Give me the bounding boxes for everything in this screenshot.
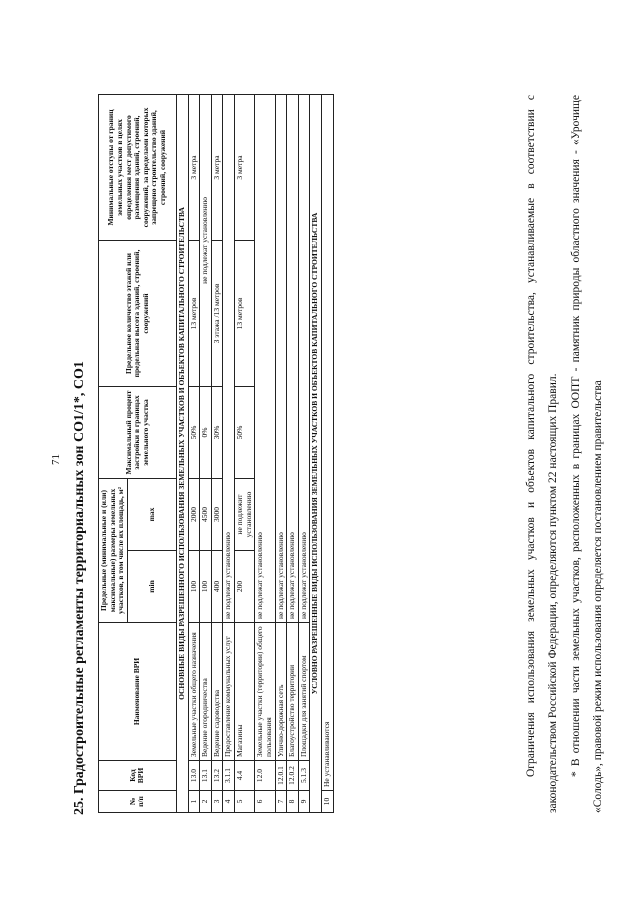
cell-name: Ведение огородничества: [200, 623, 212, 761]
section-row-main: [176, 94, 188, 812]
cell-min: 200: [235, 551, 255, 623]
header-max: max: [127, 478, 176, 550]
header-percent: Максимальный процент застройки в границах земельного участка: [99, 386, 177, 478]
header-size: Предельные (минимальные и (или) максимальные) размеры земельных участков, в том числе их площадь, м²: [99, 478, 128, 622]
table-row: [322, 94, 334, 812]
table-row: [298, 94, 310, 812]
cell-code: 12.0: [255, 761, 275, 791]
cell-min: 400: [211, 551, 223, 623]
section-title: ОСНОВНЫЕ ВИДЫ РАЗРЕШЕННОГО ИСПОЛЬЗОВАНИЯ ЗЕМЕЛЬНЫХ УЧАСТКОВ И ОБЪЕКТОВ КАПИТАЛЬНОГО СТРОИТЕЛЬСТВА: [176, 94, 188, 812]
cell-name: Улично-дорожная сеть: [275, 623, 287, 761]
cell-code: 4.4: [235, 761, 255, 791]
cell-code: 12.0.1: [275, 761, 287, 791]
header-row: [99, 94, 128, 812]
cell-percent: 30%: [211, 386, 223, 478]
cell-max: 4500: [200, 478, 212, 550]
cell-num: 1: [188, 791, 200, 813]
header-name: Наименование ВРИ: [99, 623, 177, 761]
cell-num: 3: [211, 791, 223, 813]
cell-merged: не подлежат установлению: [223, 94, 235, 622]
cell-setback: 3 метра: [235, 94, 255, 240]
cell-merged: не подлежат установлению: [287, 94, 299, 622]
cell-percent: 50%: [188, 386, 200, 478]
cell-setback: 3 метра: [211, 94, 223, 240]
page-number: 71: [50, 454, 62, 465]
cell-setback: 3 метра: [188, 94, 200, 240]
cell-max: не подлежит установлению: [235, 478, 255, 550]
cell-min: 100: [188, 551, 200, 623]
cell-num: 7: [275, 791, 287, 813]
cell-code: 3.1.1: [223, 761, 235, 791]
cell-name: Предоставление коммунальных услуг: [223, 623, 235, 761]
note-footnote: * В отношении части земельных участков, расположенных в границах ООПТ - памятник природы областного значения - «Урочище «Солодь», правовой режим использования определяется постановлением правительства: [569, 95, 605, 813]
cell-merged: не подлежат установлению: [275, 94, 287, 622]
cell-floors: 13 метров: [235, 240, 255, 386]
cell-code: 13.1: [200, 761, 212, 791]
cell-name: Земельные участки (территории) общего пользования: [255, 623, 275, 761]
cell-num: 9: [298, 791, 310, 813]
cell-min: 100: [200, 551, 212, 623]
table-row: [255, 94, 275, 812]
cell-num: 2: [200, 791, 212, 813]
cell-max: 2000: [188, 478, 200, 550]
cell-max: 3000: [211, 478, 223, 550]
table-row: [235, 94, 255, 812]
cell-name: Не устанавливаются: [322, 94, 334, 790]
cell-code: 12.0.2: [287, 761, 299, 791]
cell-num: 4: [223, 791, 235, 813]
section-row-conditional: [310, 94, 322, 812]
header-num: № п/п: [99, 791, 177, 813]
header-code: Код ВРИ: [99, 761, 177, 791]
cell-name: Площадки для занятий спортом: [298, 623, 310, 761]
page-title: 25. Градостроительные регламенты территориальных зон СО1/1*, СО1: [72, 361, 87, 815]
cell-merged: не подлежат установлению: [255, 94, 275, 622]
cell-name: Земельные участки общего назначения: [188, 623, 200, 761]
cell-name: Благоустройство территории: [287, 623, 299, 761]
cell-percent: 0%: [200, 386, 212, 478]
cell-num: 8: [287, 791, 299, 813]
note-restrictions: Ограничения использования земельных участков и объектов капитального строительства, устанавливаемые в соответствии с законодательством Российской Федерации, определяются пунктом 22 настоящих Правил.: [525, 95, 560, 813]
cell-name: Ведение садоводства: [211, 623, 223, 761]
table-row: [275, 94, 287, 812]
table-row: [200, 94, 212, 812]
header-floors: Предельное количество этажей или предельная высота зданий, строений, сооружений: [99, 240, 177, 386]
cell-floors: 13 метров: [188, 240, 200, 386]
table-row: [211, 94, 223, 812]
cell-percent: 50%: [235, 386, 255, 478]
cell-floors: 3 этажа /13 метров: [211, 240, 223, 386]
table-row: [188, 94, 200, 812]
cell-merged: не подлежат установлению: [298, 94, 310, 622]
table-row: [287, 94, 299, 812]
cell-name: Магазины: [235, 623, 255, 761]
cell-num: 5: [235, 791, 255, 813]
cell-code: 13.0: [188, 761, 200, 791]
cell-code: 13.2: [211, 761, 223, 791]
header-min: min: [127, 551, 176, 623]
cell-code: 5.1.3: [298, 761, 310, 791]
cell-num: 10: [322, 791, 334, 813]
table-row: [223, 94, 235, 812]
regulations-table: [98, 94, 334, 813]
cell-merged: не подлежат установлению: [200, 94, 212, 386]
cell-num: 6: [255, 791, 275, 813]
header-setback: Минимальные отступы от границ земельных участков в целях определения мест допустимого размещения зданий, строений, сооружений, за пределами которых запрещено строительство зданий, строений, сооружений: [99, 94, 177, 240]
section-title: УСЛОВНО РАЗРЕШЕННЫЕ ВИДЫ ИСПОЛЬЗОВАНИЯ ЗЕМЕЛЬНЫХ УЧАСТКОВ И ОБЪЕКТОВ КАПИТАЛЬНОГО СТРОИТЕЛЬСТВА: [310, 94, 322, 812]
notes: [520, 95, 610, 813]
